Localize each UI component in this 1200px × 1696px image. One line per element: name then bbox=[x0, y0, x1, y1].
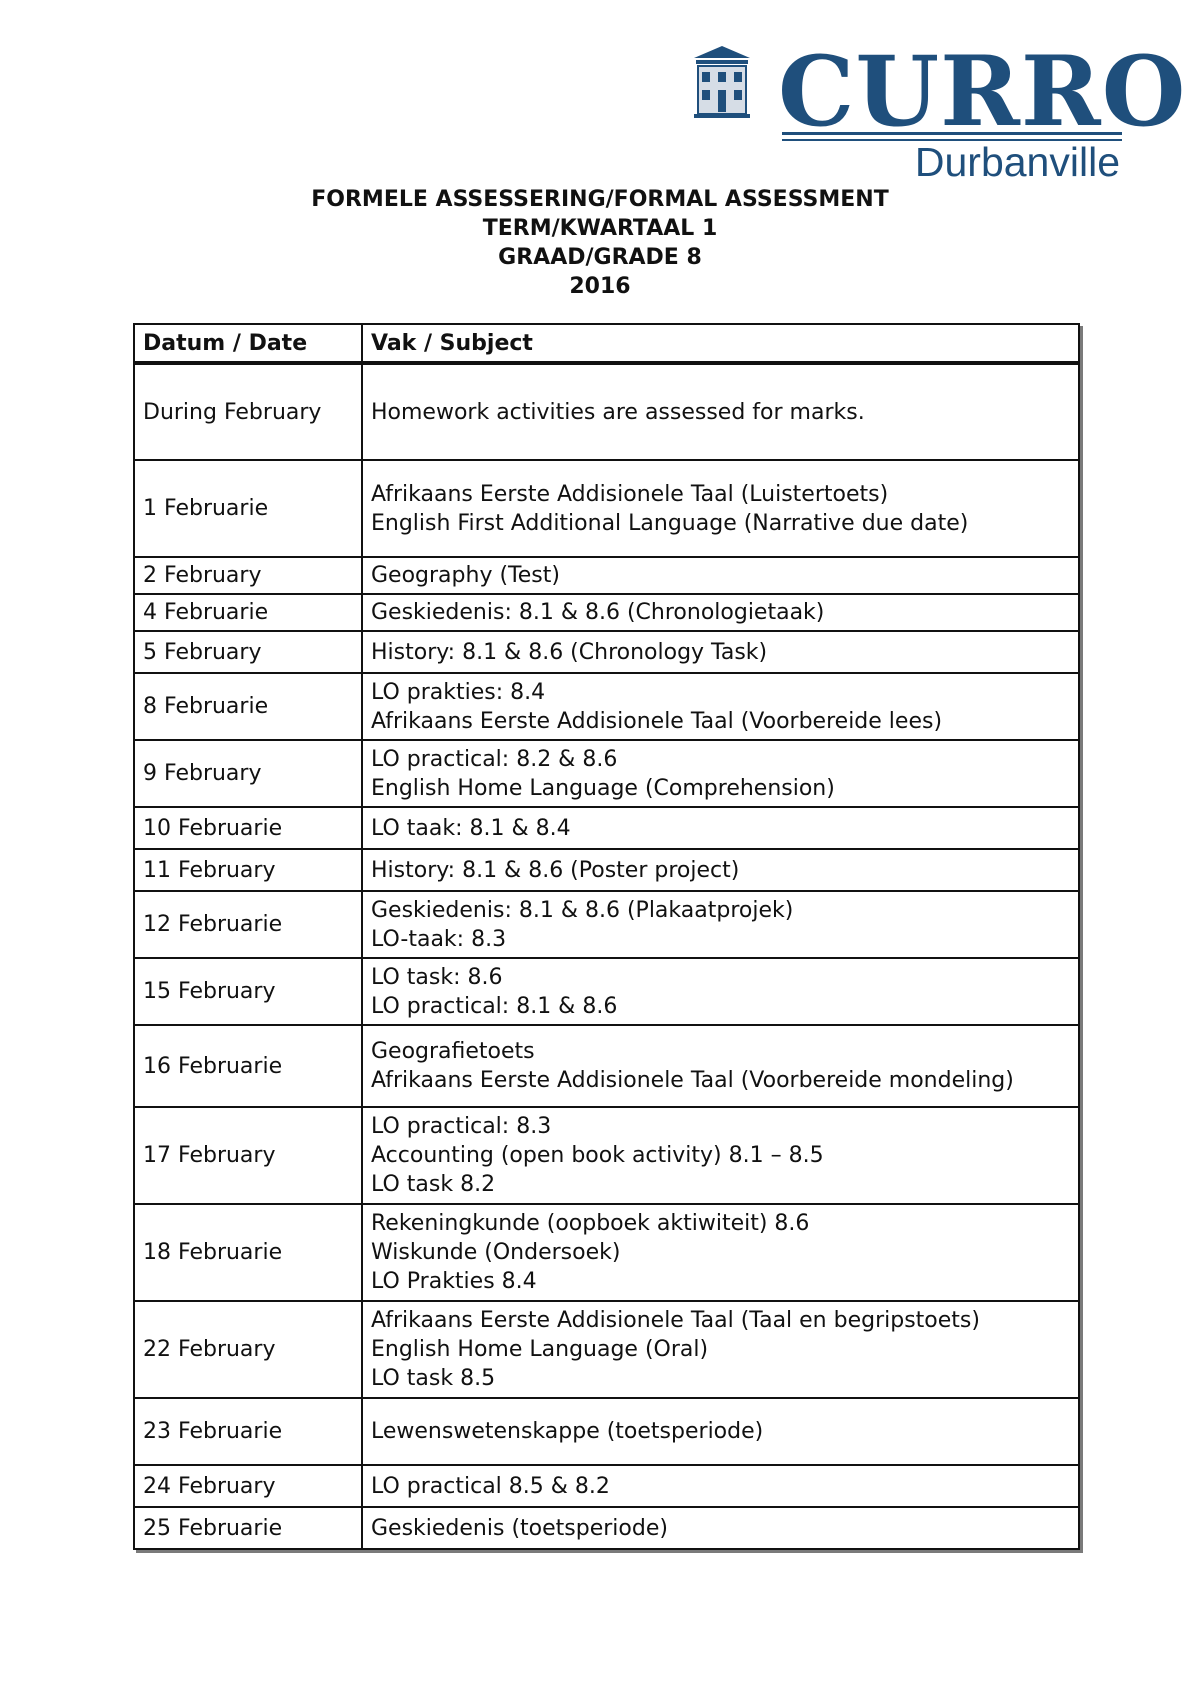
table-row bbox=[134, 1465, 1079, 1507]
subject-line: LO practical 8.5 & 8.2 bbox=[371, 1473, 610, 1499]
subject-line: LO Prakties 8.4 bbox=[371, 1269, 537, 1294]
date-cell: 9 February bbox=[134, 740, 362, 807]
table-body bbox=[134, 363, 1079, 1549]
date-cell: 11 February bbox=[134, 849, 362, 891]
subject-cell bbox=[362, 594, 1079, 631]
table-row bbox=[134, 958, 1079, 1025]
table-row bbox=[134, 594, 1079, 631]
subject-cell bbox=[362, 740, 1079, 807]
subject-line: LO task: 8.6 bbox=[371, 964, 503, 990]
subject-line: LO practical: 8.3 bbox=[371, 1114, 552, 1139]
table-row bbox=[134, 673, 1079, 740]
subject-cell bbox=[362, 460, 1079, 557]
subject-cell bbox=[362, 1204, 1079, 1301]
heading-line: TERM/KWARTAAL 1 bbox=[482, 216, 718, 241]
subject-line: History: 8.1 & 8.6 (Poster project) bbox=[371, 857, 740, 883]
date-cell: 1 Februarie bbox=[134, 460, 362, 557]
subject-cell bbox=[362, 1507, 1079, 1549]
subject-line: Lewenswetenskappe (toetsperiode) bbox=[371, 1419, 764, 1444]
date-cell: During February bbox=[134, 363, 362, 460]
date-cell: 4 Februarie bbox=[134, 594, 362, 631]
subject-cell bbox=[362, 363, 1079, 460]
subject-line: Afrikaans Eerste Addisionele Taal (Taal en begripstoets) bbox=[371, 1308, 980, 1333]
subject-cell bbox=[362, 958, 1079, 1025]
subject-line: Geography (Test) bbox=[371, 563, 560, 588]
subject-line: Geografietoets bbox=[371, 1039, 535, 1064]
date-cell: 23 Februarie bbox=[134, 1398, 362, 1465]
table-row bbox=[134, 891, 1079, 958]
curro-logo bbox=[690, 35, 1187, 185]
subject-cell bbox=[362, 557, 1079, 594]
subject-line: LO taak: 8.1 & 8.4 bbox=[371, 815, 571, 841]
subject-line: English Home Language (Oral) bbox=[371, 1337, 709, 1362]
subject-line: LO task 8.2 bbox=[371, 1172, 496, 1197]
subject-line: Geskiedenis: 8.1 & 8.6 (Plakaatprojek) bbox=[371, 897, 794, 923]
subject-cell bbox=[362, 1107, 1079, 1204]
table-header-row bbox=[134, 324, 1079, 363]
subject-line: Geskiedenis (toetsperiode) bbox=[371, 1515, 668, 1541]
date-cell: 5 February bbox=[134, 631, 362, 673]
building-icon bbox=[690, 44, 754, 120]
subject-line: LO prakties: 8.4 bbox=[371, 679, 546, 705]
subject-line: Afrikaans Eerste Addisionele Taal (Voorbereide lees) bbox=[371, 708, 943, 734]
table-row bbox=[134, 1507, 1079, 1549]
assessment-schedule-table bbox=[133, 323, 1080, 1550]
date-cell: 22 February bbox=[134, 1301, 362, 1398]
subject-cell bbox=[362, 891, 1079, 958]
heading-line: GRAAD/GRADE 8 bbox=[498, 245, 702, 270]
date-cell: 18 Februarie bbox=[134, 1204, 362, 1301]
subject-line: Homework activities are assessed for marks. bbox=[371, 399, 865, 425]
table-row bbox=[134, 1204, 1079, 1301]
table-row bbox=[134, 1301, 1079, 1398]
date-cell: 8 Februarie bbox=[134, 673, 362, 740]
subject-cell bbox=[362, 1398, 1079, 1465]
date-cell: 16 Februarie bbox=[134, 1025, 362, 1107]
subject-line: Wiskunde (Ondersoek) bbox=[371, 1240, 621, 1265]
heading-line: FORMELE ASSESSERING/FORMAL ASSESSMENT bbox=[311, 187, 889, 212]
subject-line: English Home Language (Comprehension) bbox=[371, 775, 835, 801]
subject-line: Afrikaans Eerste Addisionele Taal (Luistertoets) bbox=[371, 481, 889, 507]
subject-cell bbox=[362, 807, 1079, 849]
date-cell: 17 February bbox=[134, 1107, 362, 1204]
subject-line: LO task 8.5 bbox=[371, 1366, 496, 1391]
date-cell: 12 Februarie bbox=[134, 891, 362, 958]
column-header-subject: Vak / Subject bbox=[362, 324, 1079, 363]
subject-line: Rekeningkunde (oopboek aktiwiteit) 8.6 bbox=[371, 1211, 810, 1236]
table-row bbox=[134, 460, 1079, 557]
subject-line: Geskiedenis: 8.1 & 8.6 (Chronologietaak) bbox=[371, 600, 825, 625]
table-row bbox=[134, 631, 1079, 673]
table-row bbox=[134, 1107, 1079, 1204]
subject-cell bbox=[362, 849, 1079, 891]
subject-line: Afrikaans Eerste Addisionele Taal (Voorbereide mondeling) bbox=[371, 1068, 1014, 1093]
date-cell: 24 February bbox=[134, 1465, 362, 1507]
table-row bbox=[134, 557, 1079, 594]
subject-cell bbox=[362, 1465, 1079, 1507]
table-row bbox=[134, 807, 1079, 849]
subject-line: LO practical: 8.2 & 8.6 bbox=[371, 746, 618, 772]
subject-line: LO practical: 8.1 & 8.6 bbox=[371, 993, 618, 1019]
logo-wordmark: CURRO bbox=[778, 35, 1187, 148]
date-cell: 10 Februarie bbox=[134, 807, 362, 849]
table-row bbox=[134, 740, 1079, 807]
document-heading bbox=[0, 185, 1200, 301]
date-cell: 15 February bbox=[134, 958, 362, 1025]
date-cell: 25 Februarie bbox=[134, 1507, 362, 1549]
table-row bbox=[134, 849, 1079, 891]
heading-line: 2016 bbox=[569, 274, 631, 299]
subject-cell bbox=[362, 1301, 1079, 1398]
subject-cell bbox=[362, 673, 1079, 740]
date-cell: 2 February bbox=[134, 557, 362, 594]
subject-line: Accounting (open book activity) 8.1 – 8.5 bbox=[371, 1143, 824, 1168]
logo-campus: Durbanville bbox=[914, 139, 1120, 185]
logo-rule bbox=[782, 132, 1122, 135]
subject-cell bbox=[362, 1025, 1079, 1107]
subject-line: English First Additional Language (Narrative due date) bbox=[371, 510, 969, 536]
table-row bbox=[134, 1398, 1079, 1465]
subject-cell bbox=[362, 631, 1079, 673]
subject-line: History: 8.1 & 8.6 (Chronology Task) bbox=[371, 639, 768, 665]
table-row bbox=[134, 1025, 1079, 1107]
table-row bbox=[134, 363, 1079, 460]
column-header-date: Datum / Date bbox=[134, 324, 362, 363]
subject-line: LO-taak: 8.3 bbox=[371, 926, 507, 952]
